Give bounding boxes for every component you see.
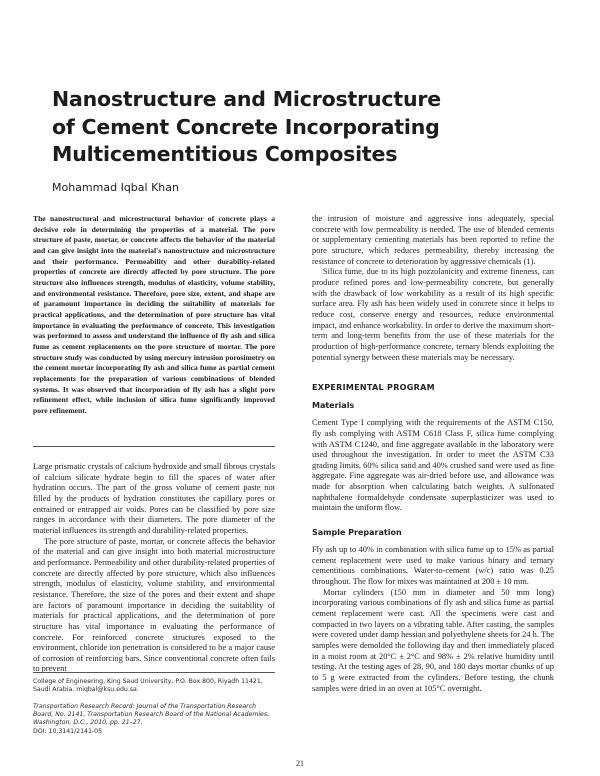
section-heading-experimental: EXPERIMENTAL PROGRAM <box>312 383 435 393</box>
article-title <box>52 86 552 169</box>
page-number: 21 <box>296 759 304 768</box>
sample-prep-paragraph: Mortar cylinders (150 mm in diameter and 50 mm long) incorporating various combinations of fly ash and silica fume as partial cement replacement were cast. All the specimens were cast and compacted in two layers on a vibrating table. After casting, the samples were covered under damp hessian and polyethylene sheets for 24 h. The samples were demolded the following day and then immediately placed in a moist room at 20°C ± 2°C and 98% ± 2% relative humidity until testing. At the testing ages of 28, 90, and 180 days mortar chunks of up to 5 g were extracted from the cylinders. Before testing, the chunk samples were dried in an oven at 105°C overnight. <box>312 587 554 693</box>
abstract <box>33 214 275 416</box>
footnote-divider <box>33 672 275 673</box>
abstract-divider <box>33 446 275 447</box>
left-column-body <box>33 462 275 675</box>
author-name: Mohammad Iqbal Khan <box>52 181 179 194</box>
title-line-2: of Cement Concrete Incorporating <box>52 114 440 139</box>
citation-footnote: Transportation Research Record: Journal of the Transportation Research Board, No. 2141, Transportation Research Board of the National Academies, Washington, D.C., 2010, pp. 21–27. <box>33 703 270 727</box>
title-line-1: Nanostructure and Microstructure <box>52 87 441 111</box>
right-column <box>312 214 554 694</box>
subsection-heading-sample-preparation: Sample Preparation <box>312 528 402 538</box>
abstract-text: The nanostructural and microstructural behavior of concrete plays a decisive role in determining the properties of a material. The pore structure of paste, mortar, or concrete affects the behavior of the material and can give insight into the material's nanostructure and microstructure and their performance. Permeability and other durability-related properties of concrete are directly affected by pore structure. The pore structure also influences strength, modulus of elasticity, volume stability, and environmental resistance. Therefore, pore size, extent, and shape are of paramount importance in deciding the suitability of materials for practical applications, and the determination of pore structure has vital importance in evaluating the performance of concrete. This investigation was performed to assess and understand the influence of fly ash and silica fume as cement replacements on the pore structure of mortar. The pore structure study was conducted by using mercury intrusion porosimetry on the cement mortar incorporating fly ash and silica fume as partial cement replacements for the preparation of various combinations of blended systems. It was observed that incorporation of fly ash has a slight pore refinement effect, while inclusion of silica fume significantly improved pore refinement. <box>33 214 275 415</box>
sample-prep-paragraph: Fly ash up to 40% in combination with silica fume up to 15% as partial cement replacement were used to make various binary and ternary cementitious combinations. Water-to-cement (w/c) ratio was 0.25 throughout. The flow for mixes was maintained at 200 ± 10 mm. <box>312 545 554 587</box>
materials-paragraph: Cement Type I complying with the requirements of the ASTM C150, fly ash complying with ASTM C618 Class F, silica fume complying with ASTM C1240, and fine aggregate available in the laboratory were used throughout the investigation. In order to meet the ASTM C33 grading limits, 60% silica sand and 40% crushed sand were used as fine aggregate. Fine aggregate was air-dried before use, and allowance was made for absorption when calculating batch weights. A sulfonated naphthalene formaldehyde condensate superplasticizer was used to maintain the uniform flow. <box>312 418 554 513</box>
body-paragraph: Silica fume, due to its high pozzolanicity and extreme fineness, can produce refined pores and low-permeability concrete, but generally with the drawback of low workability as a result of its high specific surface area. Fly ash has been widely used in concrete since it helps to reduce cost, conserve energy and resources, reduce environmental impact, and enhance workability. In order to derive the maximum short-term and long-term benefits from the use of these materials for the production of high-performance concrete, ternary blends exploiting the potential synergy between these materials may be necessary. <box>312 267 554 362</box>
affiliation-footnote: College of Engineering, King Saud University, P.O. Box 800, Riyadh 11421, Saudi Arabia. miqbal@ksu.edu.sa. <box>33 678 263 694</box>
body-paragraph: The pore structure of paste, mortar, or concrete affects the behavior of the material and can give insight into both material microstructure and performance. Permeability and other durability-related properties of concrete are directly affected by pore structure, which also influences strength, modulus of elasticity, volume stability, and environmental resistance. Therefore, the size of the pores and their extent and shape are factors of paramount importance in deciding the suitability of materials for practical applications, and the determination of pore structure has vital importance in evaluating the performance of concrete. For reinforced concrete structures exposed to the environment, chloride ion penetration is considered to be a major cause of corrosion of reinforcing bars. Since conventional concrete often fails to prevent <box>33 536 275 674</box>
body-paragraph: Large prismatic crystals of calcium hydroxide and small fibrous crystals of calcium silicate hydrate begin to fill the spaces of water after hydration occurs. The part of the gross volume of cement paste not filled by the products of hydration constitutes the capillary pores or entrained or entrapped air voids. Pores can be classified by pore size ranges in accordance with their diameters. The pore diameter of the material influences its strength and durability-related properties. <box>33 462 275 535</box>
body-paragraph: the intrusion of moisture and aggressive ions adequately, special concrete with low permeability is needed. The use of blended cements or supplementary cementing materials has been reported to refine the pore structure, which reduces permeability, thereby increasing the resistance of concrete to deterioration by aggressive chemicals (1). <box>312 214 554 266</box>
subsection-heading-materials: Materials <box>312 401 355 411</box>
doi-footnote: DOI: 10.3141/2141-05 <box>33 728 103 735</box>
title-line-3: Multicementitious Composites <box>52 142 398 166</box>
